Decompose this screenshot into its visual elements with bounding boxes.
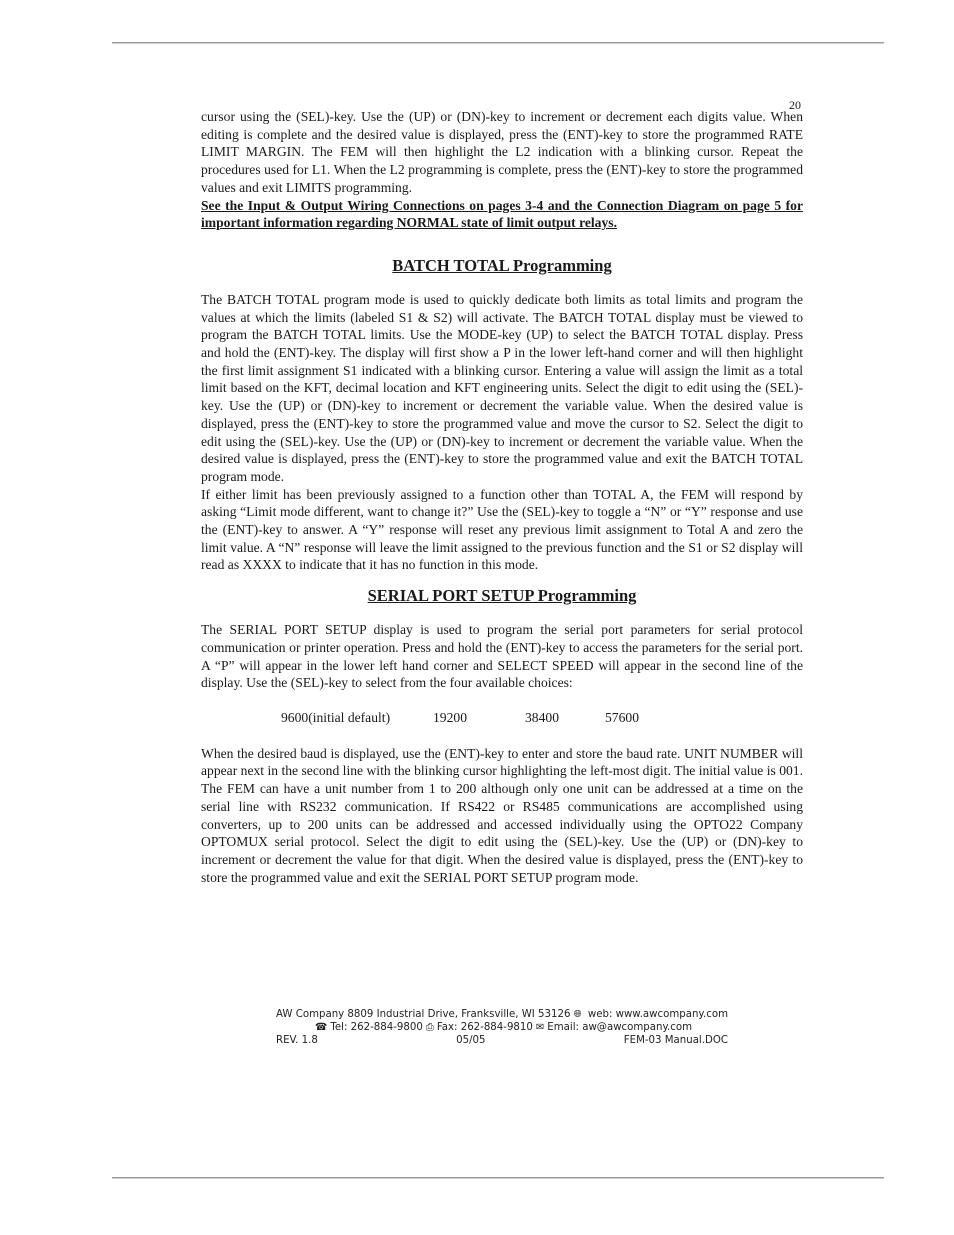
footer-date: 05/05 (456, 1035, 486, 1046)
footer-rule (112, 1177, 884, 1179)
continuation-paragraph: cursor using the (SEL)-key. Use the (UP) or (DN)-key to increment or decrement each digits value. When editing is complete and the desired value is displayed, press the (ENT)-key to store the programmed RATE LIMIT MARGIN. The FEM will then highlight the L2 indication with a blinking cursor. Repeat the procedures used for L1. When the L2 programming is complete, press the (ENT)-key to store the programmed values and exit LIMITS programming. (201, 109, 803, 195)
baud-choices (201, 709, 803, 727)
page-number: 20 (789, 98, 801, 112)
baud-choice: 9600(initial default) (281, 709, 391, 725)
baud-choice: 19200 (433, 709, 467, 725)
footer-revision: REV. 1.8 (276, 1035, 318, 1046)
page-footer (276, 1008, 728, 1047)
baud-choice: 57600 (605, 709, 639, 725)
page-body (201, 96, 803, 886)
serial-port-paragraph-2: When the desired baud is displayed, use the (ENT)-key to enter and store the baud rate. UNIT NUMBER will appear next in the second line with the blinking cursor highlighting the left-most digit. The initial value is 001. The FEM can have a unit number from 1 to 200 although only one unit can be addressed at a time on the serial line with RS232 communication. If RS422 or RS485 communications are accomplished using converters, up to 200 units can be addressed and accessed individually using the OPTO22 Company OPTOMUX serial protocol. Select the digit to edit using the (SEL)-key. Use the (UP) or (DN)-key to increment or decrement the value for that digit. When the desired value is displayed, press the (ENT)-key to store the programmed value and exit the SERIAL PORT SETUP program mode. (201, 745, 803, 885)
phone-icon: ☎ (314, 1022, 328, 1033)
fax-icon: ⎙ (425, 1022, 434, 1033)
footer-web: web: www.awcompany.com (587, 1009, 728, 1020)
footer-document: FEM-03 Manual.DOC (623, 1035, 728, 1046)
batch-total-paragraph-2: If either limit has been previously assigned to a function other than TOTAL A, the FEM will respond by asking “Limit mode different, want to change it?” Use the (SEL)-key to toggle a “N” or “Y” response and use the (ENT)-key to answer. A “Y” response will reset any previous limit assignment to Total A and zero the limit value. A “N” response will leave the limit assigned to the previous function and the S1 or S2 display will read as XXXX to indicate that it has no function in this mode. (201, 486, 803, 573)
footer-tel: Tel: 262-884-9800 (330, 1022, 423, 1033)
baud-choice: 38400 (525, 709, 559, 725)
footer-fax: Fax: 262-884-9810 (436, 1022, 533, 1033)
batch-total-paragraph-1: The BATCH TOTAL program mode is used to quickly dedicate both limits as total limits and program the values at which the limits (labeled S1 & S2) will activate. The BATCH TOTAL display must be viewed to program the BATCH TOTAL limits. Use the MODE-key (UP) to select the BATCH TOTAL display. Press and hold the (ENT)-key. The display will first show a P in the lower left-hand corner and will then highlight the first limit assignment S1 indicated with a blinking cursor. Entering a value will assign the limit as a total limit based on the KFT, decimal location and KFT engineering units. Select the digit to edit using the (SEL)-key. Use the (UP) or (DN)-key to increment or decrement the variable value. When the desired value is displayed, press the (ENT)-key to store the programmed value and move the cursor to S2. Select the digit to edit using the (SEL)-key. Use the (UP) or (DN)-key to increment or decrement the variable value. When the desired value is displayed, press the (ENT)-key to store the programmed value and exit the BATCH TOTAL program mode. (201, 291, 803, 484)
header-rule (112, 42, 884, 44)
footer-company: AW Company 8809 Industrial Drive, Franksville, WI 53126 (276, 1009, 571, 1020)
footer-email: Email: aw@awcompany.com (547, 1022, 693, 1033)
serial-port-paragraph-1: The SERIAL PORT SETUP display is used to program the serial port parameters for serial protocol communication or printer operation. Press and hold the (ENT)-key to access the parameters for the serial port. A “P” will appear in the lower left hand corner and SELECT SPEED will appear in the second line of the display. Use the (SEL)-key to select from the four available choices: (201, 622, 803, 691)
email-icon: ✉ (535, 1022, 545, 1033)
globe-icon: 🌐︎ (573, 1009, 582, 1020)
wiring-warning: See the Input & Output Wiring Connections on pages 3-4 and the Connection Diagram on page 5 for important information regarding NORMAL state of limit output relays. (201, 197, 803, 231)
serial-port-heading: SERIAL PORT SETUP Programming (367, 586, 637, 606)
batch-total-heading: BATCH TOTAL Programming (392, 255, 612, 275)
